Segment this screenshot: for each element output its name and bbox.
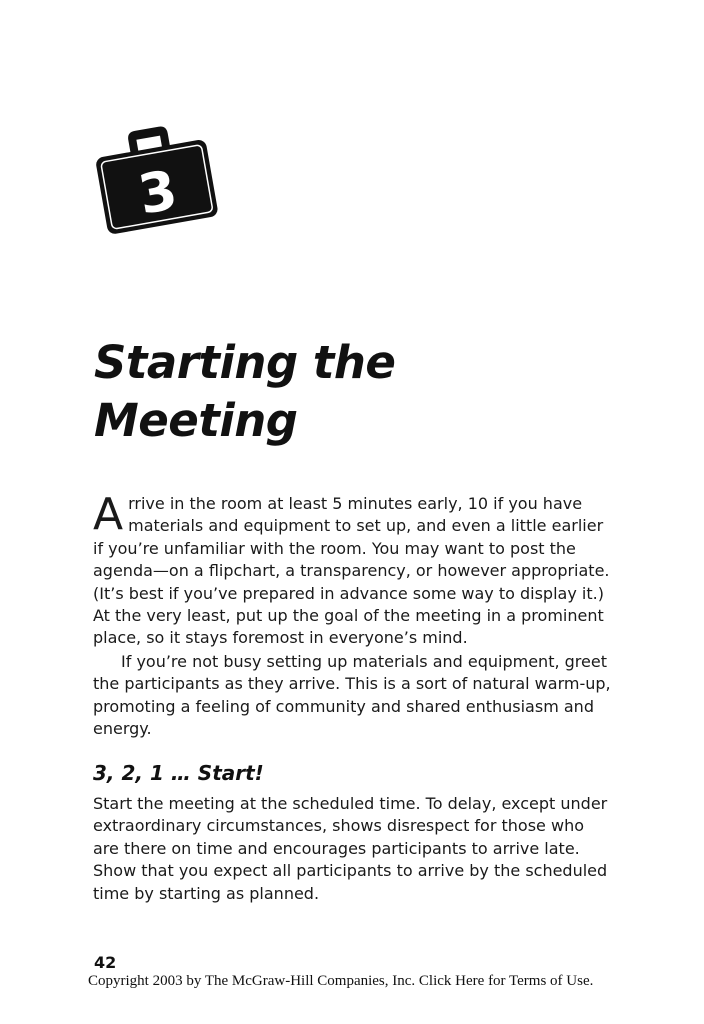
chapter-title (94, 334, 395, 450)
chapter-title-line-1: Starting the (94, 336, 396, 389)
paragraph-greet-participants: If you’re not busy setting up materials and equipment, greet the participants as they arrive. This is a sort of natural warm-up, promoting a feeling of community and shared enthusiasm and energy. (93, 652, 611, 739)
page-number: 42 (94, 953, 117, 972)
section-heading: 3, 2, 1 … Start! (93, 761, 264, 785)
paragraph-arrive-early (93, 489, 613, 650)
chapter-number: 3 (133, 158, 182, 227)
chapter-title-line-2: Meeting (94, 394, 298, 447)
drop-cap: A (93, 489, 124, 540)
copyright-link[interactable]: Copyright 2003 by The McGraw-Hill Companies, Inc. Click Here for Terms of Use. (88, 973, 594, 989)
paragraph-start-on-time: Start the meeting at the scheduled time. To delay, except under extraordinary circumstances, shows disrespect for those who are there on time and encourages participants to arrive late. Show that you expect all participants to arrive by the scheduled time by starting as planned. (93, 794, 608, 903)
paragraph-arrive-early-text: rrive in the room at least 5 minutes early, 10 if you have materials and equipment to set up, and even a little earlier if you’re unfamiliar with the room. You may want to post the agenda—on a flipchart, a transparency, or however appropriate. (It’s best if you’ve prepared in advance some way to display it.) At the very least, put up the goal of the meeting in a prominent place, so it stays foremost in everyone’s mind. (93, 494, 610, 648)
briefcase-icon (90, 120, 222, 236)
